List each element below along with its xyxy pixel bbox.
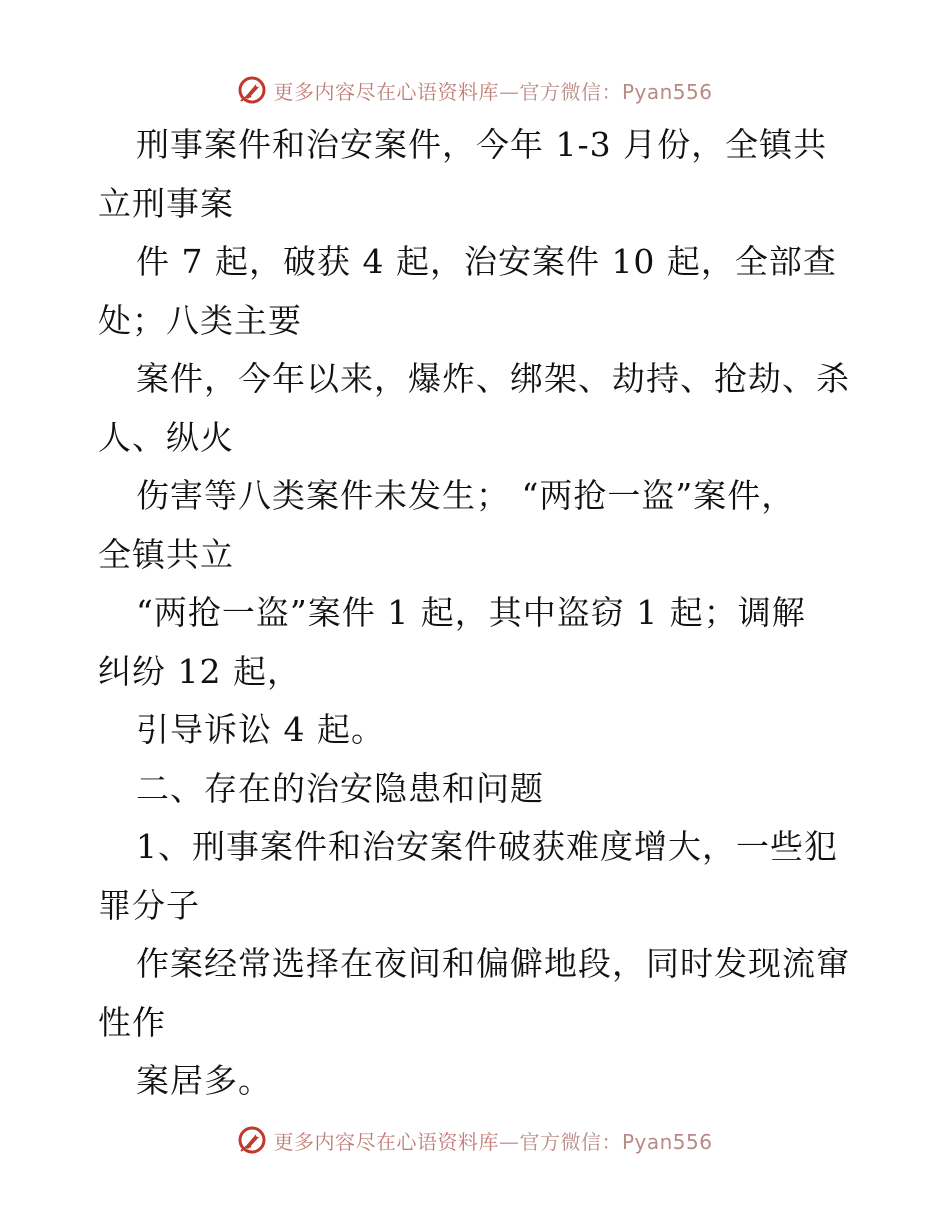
pen-nib-logo-icon xyxy=(237,75,267,105)
text-line: 性作 xyxy=(98,1002,166,1042)
text-line: 作案经常选择在夜间和偏僻地段，同时发现流窜 xyxy=(136,944,850,983)
text-line: 人、纵火 xyxy=(98,417,234,457)
text-line: “两抢一盗”案件 1 起，其中盗窃 1 起；调解 xyxy=(136,593,806,632)
text-line: 立刑事案 xyxy=(98,183,234,223)
watermark-site-text: 更多内容尽在心语资料库 xyxy=(273,79,499,104)
section-heading: 二、存在的治安隐患和问题 xyxy=(136,768,544,808)
text-line: 引导诉讼 4 起。 xyxy=(136,710,385,749)
watermark-wechat-text: 官方微信：Pyan556 xyxy=(519,1129,713,1154)
pen-nib-logo-icon xyxy=(237,1125,267,1155)
text-line: 件 7 起，破获 4 起，治安案件 10 起，全部查 xyxy=(136,242,837,281)
footer-watermark xyxy=(0,1120,950,1160)
watermark-separator: — xyxy=(498,1129,520,1154)
watermark-text xyxy=(273,1126,712,1155)
text-line: 案居多。 xyxy=(136,1061,272,1100)
watermark-site-text: 更多内容尽在心语资料库 xyxy=(273,1129,499,1154)
text-line: 伤害等八类案件未发生； “两抢一盗”案件， xyxy=(136,476,796,515)
watermark-separator: — xyxy=(498,79,520,104)
header-watermark xyxy=(0,70,950,110)
text-line: 罪分子 xyxy=(98,885,200,925)
watermark-wechat-text: 官方微信：Pyan556 xyxy=(519,79,713,104)
watermark-text xyxy=(273,76,712,105)
text-line: 处；八类主要 xyxy=(98,300,302,340)
document-body xyxy=(98,116,858,1111)
text-line: 全镇共立 xyxy=(98,534,234,574)
text-line: 纠纷 12 起， xyxy=(98,651,301,691)
text-line: 案件，今年以来，爆炸、绑架、劫持、抢劫、杀 xyxy=(136,359,850,398)
text-line: 1、刑事案件和治安案件破获难度增大，一些犯 xyxy=(136,827,838,866)
text-line: 刑事案件和治安案件，今年 1-3 月份，全镇共 xyxy=(136,125,828,164)
